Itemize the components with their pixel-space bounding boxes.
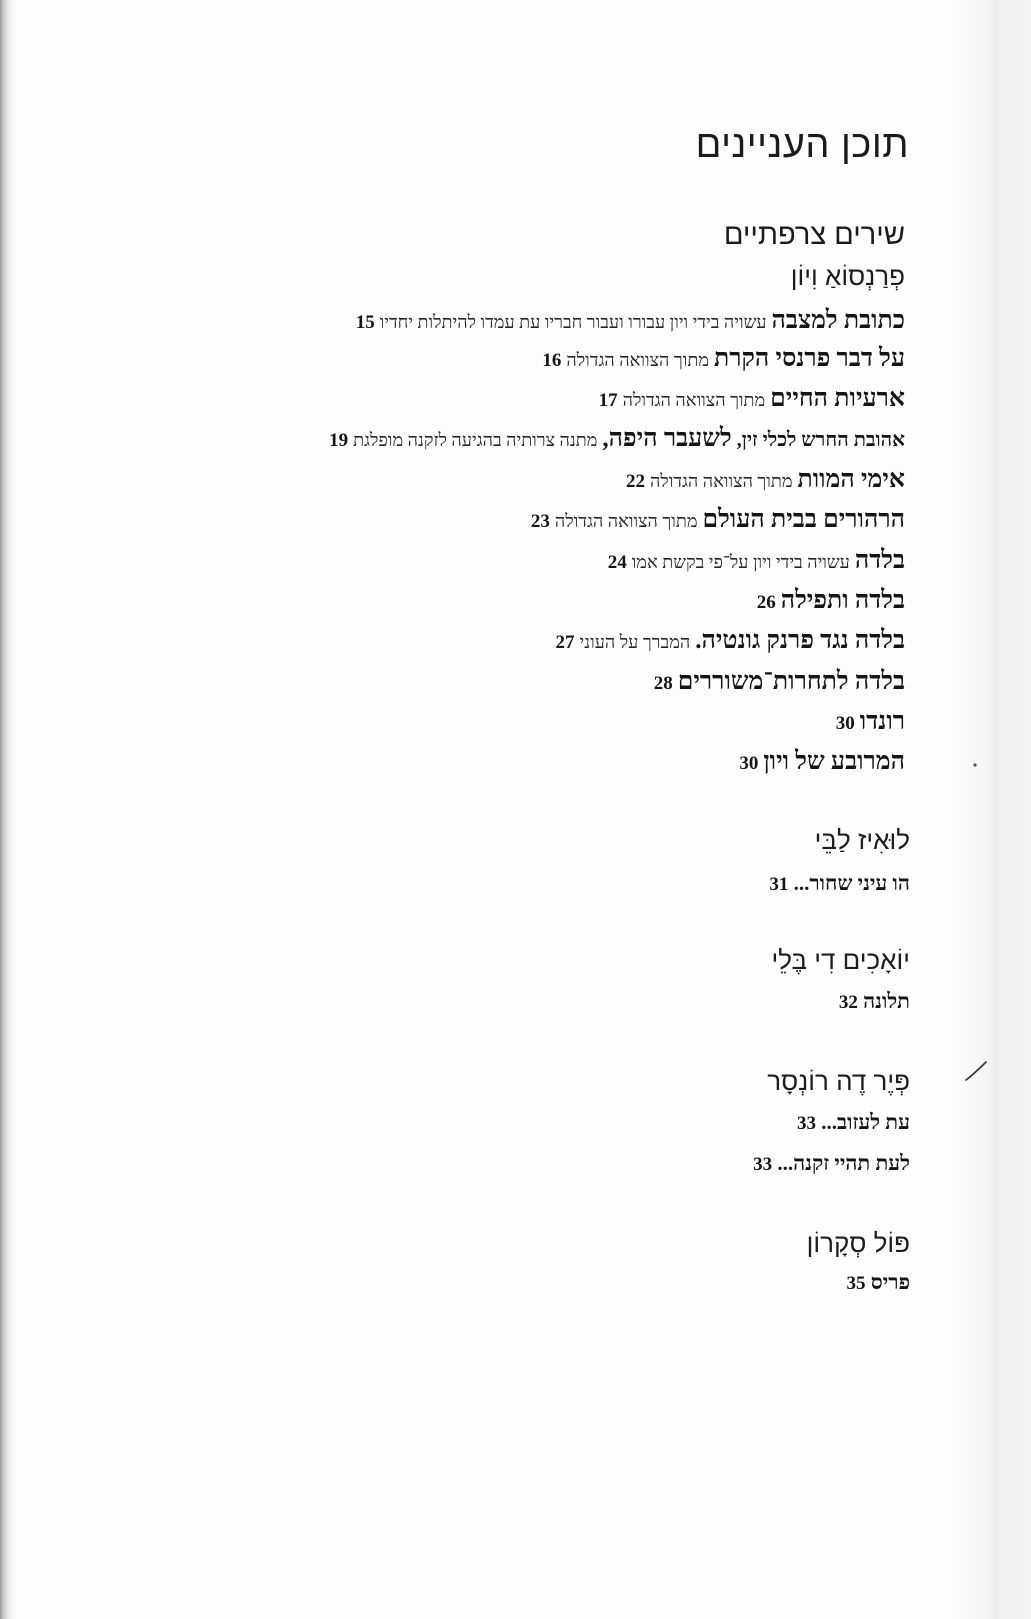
entry-title: לשעבר היפה,: [602, 425, 732, 452]
toc-entry: [654, 662, 905, 702]
toc-entry: [757, 581, 905, 621]
entry-title: הו עיני שחור...: [793, 871, 910, 895]
entry-page-number: 17: [598, 390, 618, 411]
toc-entry: [542, 339, 905, 379]
entry-page-number: 35: [846, 1273, 866, 1294]
section-heading: שירים צרפתיים: [723, 219, 905, 251]
poet-name: פְּיֶר דֶה רוֹנְסָר: [767, 1066, 910, 1096]
entry-page-number: 19: [329, 430, 349, 451]
toc-entry: [836, 702, 905, 742]
entry-page-number: 22: [625, 471, 645, 492]
entry-title: בלדה ותפילה: [780, 587, 905, 614]
entry-note: מתוך הצוואה הגדולה: [554, 511, 698, 531]
toc-entry: [769, 863, 910, 903]
entry-title: פריס: [870, 1270, 910, 1294]
entry-title: בלדה: [854, 547, 905, 574]
entry-page-number: 16: [542, 350, 562, 371]
entry-page-number: 30: [739, 753, 759, 774]
entry-page-number: 26: [756, 592, 776, 613]
poet-name: יוֹאָכִים דִי בֶּלֵי: [771, 945, 910, 975]
toc-entry: [739, 742, 905, 782]
toc-entry: [839, 981, 910, 1021]
entry-lead: אהובת החרש לכלי זין,: [736, 429, 905, 451]
toc-entry: [608, 541, 905, 581]
poet-name: פְרַנְסוֹאַ וִיוֹן: [790, 261, 905, 291]
entry-title: בלדה נגד פרנק גונטיה.: [695, 627, 905, 654]
scan-edge-right: [951, 0, 1031, 1619]
ink-dot: [970, 760, 980, 770]
entry-note: מתוך הצוואה הגדולה: [566, 350, 709, 370]
toc-entry: [626, 460, 905, 500]
toc-entry: [556, 621, 905, 661]
entry-title: בלדה לתחרות־משוררים: [677, 668, 905, 695]
entry-title: על דבר פרנסי הקרת: [713, 345, 905, 372]
poet-name: פּוֹל סְקָרוֹן: [806, 1228, 910, 1258]
entry-page-number: 28: [653, 673, 673, 694]
toc-entry: [356, 301, 905, 341]
toc-entry: [753, 1143, 910, 1183]
entry-note: עשויה בידי ויון על־פי בקשת אמו: [631, 552, 850, 572]
toc-title: תוכן העניינים: [695, 124, 909, 166]
entry-title: כתובת למצבה: [771, 307, 905, 334]
entry-page-number: 33: [797, 1113, 816, 1134]
entry-page-number: 30: [835, 713, 855, 734]
toc-entry: [599, 379, 905, 419]
entry-page-number: 27: [555, 632, 575, 653]
entry-title: עת לעזוב...: [821, 1110, 910, 1134]
entry-title: רונדו: [859, 708, 905, 735]
entry-title: לעת תהיי זקנה...: [777, 1151, 910, 1175]
entry-note: מתוך הצוואה הגדולה: [649, 471, 793, 491]
entry-note: מתנה צרותיה בהגיעה לזקנה מופלגת: [353, 430, 598, 450]
pen-mark: [960, 1056, 992, 1086]
entry-title: ארעיות החיים: [770, 385, 905, 412]
entry-page-number: 32: [838, 992, 858, 1013]
entry-title: אימי המוות: [797, 466, 905, 493]
entry-title: המרובע של ויון: [763, 748, 905, 775]
toc-entry: [531, 500, 905, 540]
entry-page-number: 24: [607, 552, 627, 573]
scan-edge-left: [0, 0, 16, 1619]
entry-page-number: 15: [355, 312, 375, 333]
entry-note: המברך על העוני: [579, 632, 691, 652]
poet-name: לוּאִיז לַבֵּי: [814, 825, 910, 855]
toc-entry: [797, 1102, 910, 1142]
entry-page-number: 31: [769, 874, 789, 895]
entry-title: הרהורים בבית העולם: [702, 506, 905, 533]
entry-note: עשויה בידי ויון עבורו ועבור חבריו עת עמדו להיתלות יחדיו: [379, 312, 767, 332]
entry-note: מתוך הצוואה הגדולה: [622, 390, 766, 410]
toc-entry: [329, 419, 905, 459]
entry-page-number: 33: [753, 1154, 773, 1175]
entry-title: תלונה: [863, 989, 910, 1013]
toc-entry: [847, 1262, 910, 1302]
entry-page-number: 23: [530, 511, 550, 532]
